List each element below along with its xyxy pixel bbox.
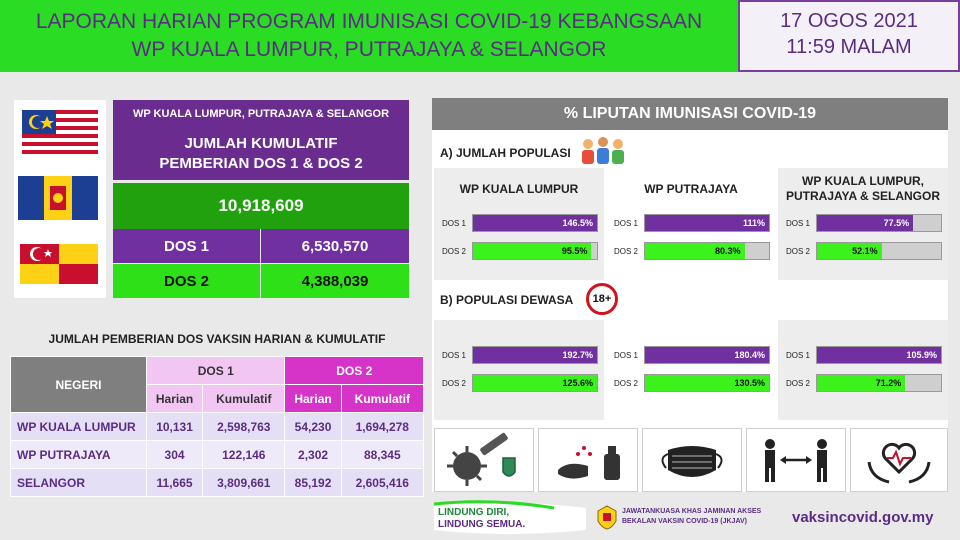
region-title-line1: WP KUALA LUMPUR [459,182,579,196]
table-row [11,441,424,469]
coverage-bar [472,346,598,364]
coverage-bar-value: 111% [645,215,769,231]
icon-tile [746,428,846,492]
row-dos1-harian: 11,665 [147,469,203,497]
coverage-bar-value: 125.6% [473,375,597,391]
report-time: 11:59 MALAM [786,36,912,58]
summary-region-label: WP KUALA LUMPUR, PUTRAJAYA & SELANGOR [113,100,409,128]
summary-dos1-label: DOS 1 [113,229,260,263]
section-b-label: B) POPULASI DEWASA [440,293,574,307]
slogan-line1: LINDUNG DIRI, [438,507,510,518]
bar-dose-label: DOS 1 [614,219,639,228]
header-title: LAPORAN HARIAN PROGRAM IMUNISASI COVID-19 KEBANGSAAN [35,10,703,33]
bar-dose-label: DOS 1 [786,351,811,360]
coverage-bar [816,214,942,232]
social-distance-icon [756,432,836,488]
row-dos2-kumulatif: 88,345 [341,441,423,469]
region-box-b [434,320,604,420]
table-row [11,413,424,441]
row-dos1-kumulatif: 3,809,661 [203,469,285,497]
icon-tile [434,428,534,492]
summary-dos2-label: DOS 2 [113,264,260,298]
coverage-bar-value: 192.7% [473,347,597,363]
col-dos2-harian: Harian [285,385,341,413]
row-dos2-kumulatif: 2,605,416 [341,469,423,497]
region-title-line2: PUTRAJAYA & SELANGOR [785,189,941,203]
col-dos1: DOS 1 [147,357,285,385]
bar-dose-label: DOS 1 [442,219,467,228]
summary-heading-line1: JUMLAH KUMULATIF [184,135,338,152]
population-crowd-icon [580,134,626,166]
row-state-name: WP PUTRAJAYA [11,441,147,469]
website-link[interactable]: vaksincovid.gov.my [792,509,934,526]
virus-vaccine-icon [439,432,529,488]
face-mask-icon [652,432,732,488]
icon-tile [538,428,638,492]
icon-tile [850,428,948,492]
slogan-line2: LINDUNG SEMUA. [438,519,526,530]
bar-dose-label: DOS 2 [786,379,811,388]
daily-table-title: JUMLAH PEMBERIAN DOS VAKSIN HARIAN & KUMULATIF [48,332,386,346]
summary-dos1-value: 6,530,570 [261,229,409,263]
row-dos1-kumulatif: 2,598,763 [203,413,285,441]
slogan-badge [432,500,588,534]
agency-line1: JAWATANKUASA KHAS JAMINAN AKSES [622,508,762,515]
summary-heading-line2: PEMBERIAN DOS 1 & DOS 2 [159,155,363,172]
agency-line2: BEKALAN VAKSIN COVID-19 (JKJAV) [622,518,747,525]
coverage-bar-value: 80.3% [645,243,745,259]
coverage-bar [644,346,770,364]
coverage-bar-value: 146.5% [473,215,597,231]
bar-dose-label: DOS 1 [614,351,639,360]
region-title [606,182,776,197]
putrajaya-flag-icon [18,176,98,220]
row-dos1-kumulatif: 122,146 [203,441,285,469]
daily-dose-table [10,356,424,497]
bar-dose-label: DOS 2 [614,247,639,256]
row-dos2-harian: 85,192 [285,469,341,497]
coverage-bar [644,374,770,392]
coverage-bar-value: 52.1% [817,243,882,259]
coverage-bar-value: 95.5% [473,243,591,259]
region-box-b [778,320,948,420]
bar-dose-label: DOS 2 [786,247,811,256]
coverage-bar [816,374,942,392]
coverage-title: % LIPUTAN IMUNISASI COVID-19 [432,98,948,130]
col-dos2: DOS 2 [285,357,424,385]
agency-name [622,507,761,527]
section-a-label: A) JUMLAH POPULASI [440,146,571,160]
summary-dos2-value: 4,388,039 [261,264,409,298]
coverage-bar [816,346,942,364]
region-title [434,182,604,197]
region-title-line1: WP PUTRAJAYA [644,182,738,196]
summary-heading [113,128,409,180]
bar-dose-label: DOS 1 [442,351,467,360]
table-row [11,469,424,497]
header-subtitle: WP KUALA LUMPUR, PUTRAJAYA & SELANGOR [131,38,607,61]
row-state-name: SELANGOR [11,469,147,497]
kuala-lumpur-flag-icon [22,110,98,154]
coverage-bar [472,242,598,260]
row-state-name: WP KUALA LUMPUR [11,413,147,441]
coverage-bar [644,214,770,232]
coverage-bar-value: 180.4% [645,347,769,363]
bar-dose-label: DOS 2 [442,247,467,256]
coverage-bar-value: 71.2% [817,375,905,391]
selangor-flag-icon [20,244,98,284]
coverage-bar [644,242,770,260]
coverage-bar [816,242,942,260]
row-dos2-harian: 54,230 [285,413,341,441]
report-date: 17 OGOS 2021 [780,10,918,32]
region-title-line1: WP KUALA LUMPUR, [802,174,924,188]
col-dos1-kumulatif: Kumulatif [203,385,285,413]
coverage-bar-value: 130.5% [645,375,769,391]
adult-18-badge: 18+ [586,283,618,315]
heart-care-icon [859,432,939,488]
row-dos2-harian: 2,302 [285,441,341,469]
row-dos1-harian: 304 [147,441,203,469]
bar-dose-label: DOS 2 [614,379,639,388]
icon-tile [642,428,742,492]
bar-dose-label: DOS 1 [786,219,811,228]
region-box-b [606,320,776,420]
hand-sanitizer-icon [548,432,628,488]
coverage-bar-value: 77.5% [817,215,913,231]
row-dos1-harian: 10,131 [147,413,203,441]
summary-total: 10,918,609 [113,183,409,229]
coverage-bar-value: 105.9% [817,347,941,363]
coverage-bar [472,374,598,392]
coverage-bar [472,214,598,232]
bar-dose-label: DOS 2 [442,379,467,388]
col-dos1-harian: Harian [147,385,203,413]
region-title [778,174,948,204]
col-dos2-kumulatif: Kumulatif [341,385,423,413]
government-crest-icon [596,504,618,530]
col-negeri: NEGERI [11,357,147,413]
row-dos2-kumulatif: 1,694,278 [341,413,423,441]
